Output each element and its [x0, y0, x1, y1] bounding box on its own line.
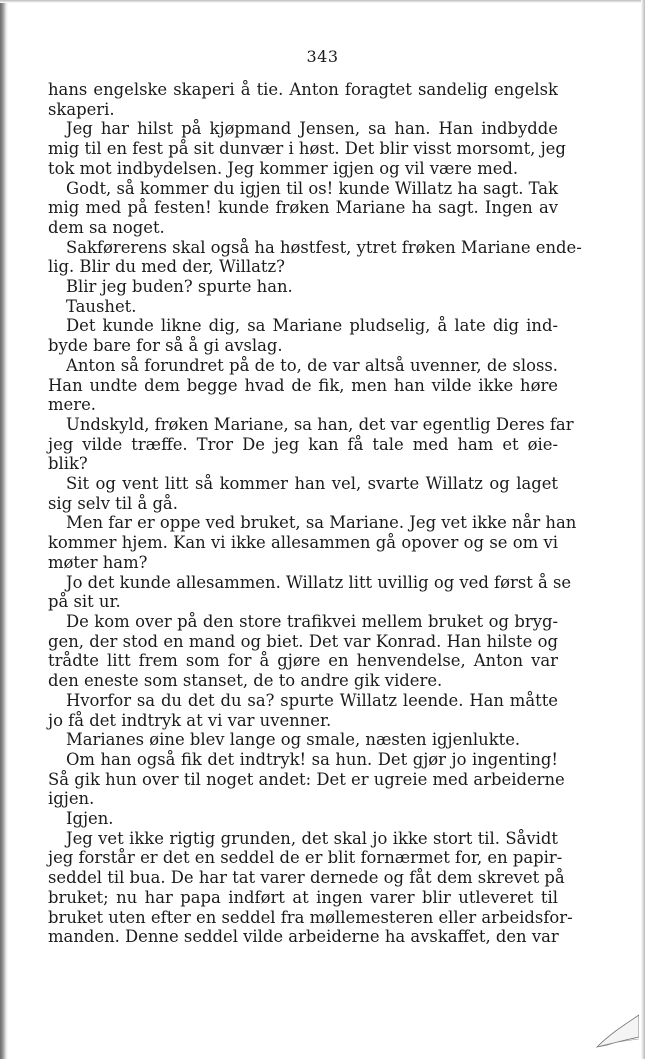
text-line: Så gik hun over til noget andet: Det er ugreie med arbeiderne: [48, 769, 565, 789]
text-line: Men far er oppe ved bruket, sa Mariane. Jeg vet ikke når han: [66, 513, 577, 533]
text-line: mig med på festen! kunde frøken Mariane ha sagt. Ingen av: [48, 198, 558, 218]
text-line: trådte litt frem som for å gjøre en henvendelse, Anton var: [48, 651, 558, 671]
text-line: byde bare for så å gi avslag.: [48, 336, 283, 356]
text-line: jo få det indtryk at vi var uvenner.: [48, 710, 332, 730]
page-left-edge-shadow: [0, 0, 8, 1059]
page-top-edge-shadow: [0, 0, 645, 3]
text-line: på sit ur.: [48, 592, 121, 612]
text-line: Igjen.: [66, 809, 114, 829]
text-line: møter ham?: [48, 552, 148, 572]
text-line: Om han også fik det indtryk! sa hun. Det gjør jo ingenting!: [66, 749, 558, 769]
text-line: seddel til bua. De har tat varer dernede og fåt dem skrevet på: [48, 868, 565, 888]
page-corner-curl: [589, 1003, 639, 1053]
text-line: mig til en fest på sit dunvær i høst. Det blir visst morsomt, jeg: [48, 139, 566, 159]
text-line: Jo det kunde allesammen. Willatz litt uvillig og ved først å se: [66, 572, 572, 592]
text-line: mere.: [48, 395, 96, 415]
text-line: blik?: [48, 454, 88, 474]
text-line: Marianes øine blev lange og smale, næsten igjenlukte.: [66, 730, 521, 750]
text-line: Taushet.: [66, 296, 137, 316]
text-line: manden. Denne seddel vilde arbeiderne ha avskaffet, den var: [48, 927, 559, 947]
text-line: Anton så forundret på de to, de var altså uvenner, de sloss.: [66, 355, 558, 375]
page-number: 343: [306, 47, 339, 66]
text-line: Blir jeg buden? spurte han.: [66, 277, 293, 297]
text-line: Han undte dem begge hvad de fik, men han vilde ikke høre: [48, 375, 558, 395]
text-line: Godt, så kommer du igjen til os! kunde Willatz ha sagt. Tak: [66, 178, 558, 198]
text-line: bruket; nu har papa indført at ingen varer blir utleveret til: [48, 887, 558, 907]
page-right-edge-shadow: [641, 0, 645, 1059]
text-line: skaperi.: [48, 99, 115, 119]
text-line: Sit og vent litt så kommer han vel, svarte Willatz og laget: [66, 474, 558, 494]
text-line: Jeg har hilst på kjøpmand Jensen, sa han. Han indbydde: [66, 119, 558, 139]
text-line: lig. Blir du med der, Willatz?: [48, 257, 285, 277]
text-line: Sakførerens skal også ha høstfest, ytret frøken Mariane ende-: [66, 237, 582, 257]
text-line: kommer hjem. Kan vi ikke allesammen gå opover og se om vi: [48, 533, 558, 553]
text-line: Undskyld, frøken Mariane, sa han, det var egentlig Deres far: [66, 414, 574, 434]
text-line: De kom over på den store trafikvei mellem bruket og bryg-: [66, 611, 558, 631]
body-text: [48, 80, 582, 947]
text-line: Hvorfor sa du det du sa? spurte Willatz leende. Han måtte: [66, 690, 558, 710]
text-line: Jeg vet ikke rigtig grunden, det skal jo ikke stort til. Såvidt: [66, 828, 558, 848]
text-line: hans engelske skaperi å tie. Anton foragtet sandelig engelsk: [48, 80, 558, 99]
text-line: igjen.: [48, 789, 95, 809]
text-line: bruket uten efter en seddel fra møllemesteren eller arbeidsfor-: [48, 907, 573, 927]
text-line: tok mot indbydelsen. Jeg kommer igjen og vil være med.: [48, 158, 519, 178]
text-line: sig selv til å gå.: [48, 493, 178, 513]
text-line: Det kunde likne dig, sa Mariane pludselig, å late dig ind-: [66, 316, 558, 336]
text-line: jeg forstår er det en seddel de er blit fornærmet for, en papir-: [48, 848, 563, 868]
text-line: den eneste som stanset, de to andre gik videre.: [48, 671, 443, 691]
text-line: gen, der stod en mand og biet. Det var Konrad. Han hilste og: [48, 631, 558, 651]
text-line: jeg vilde træffe. Tror De jeg kan få tale med ham et øie-: [48, 434, 558, 454]
text-line: dem sa noget.: [48, 217, 165, 237]
